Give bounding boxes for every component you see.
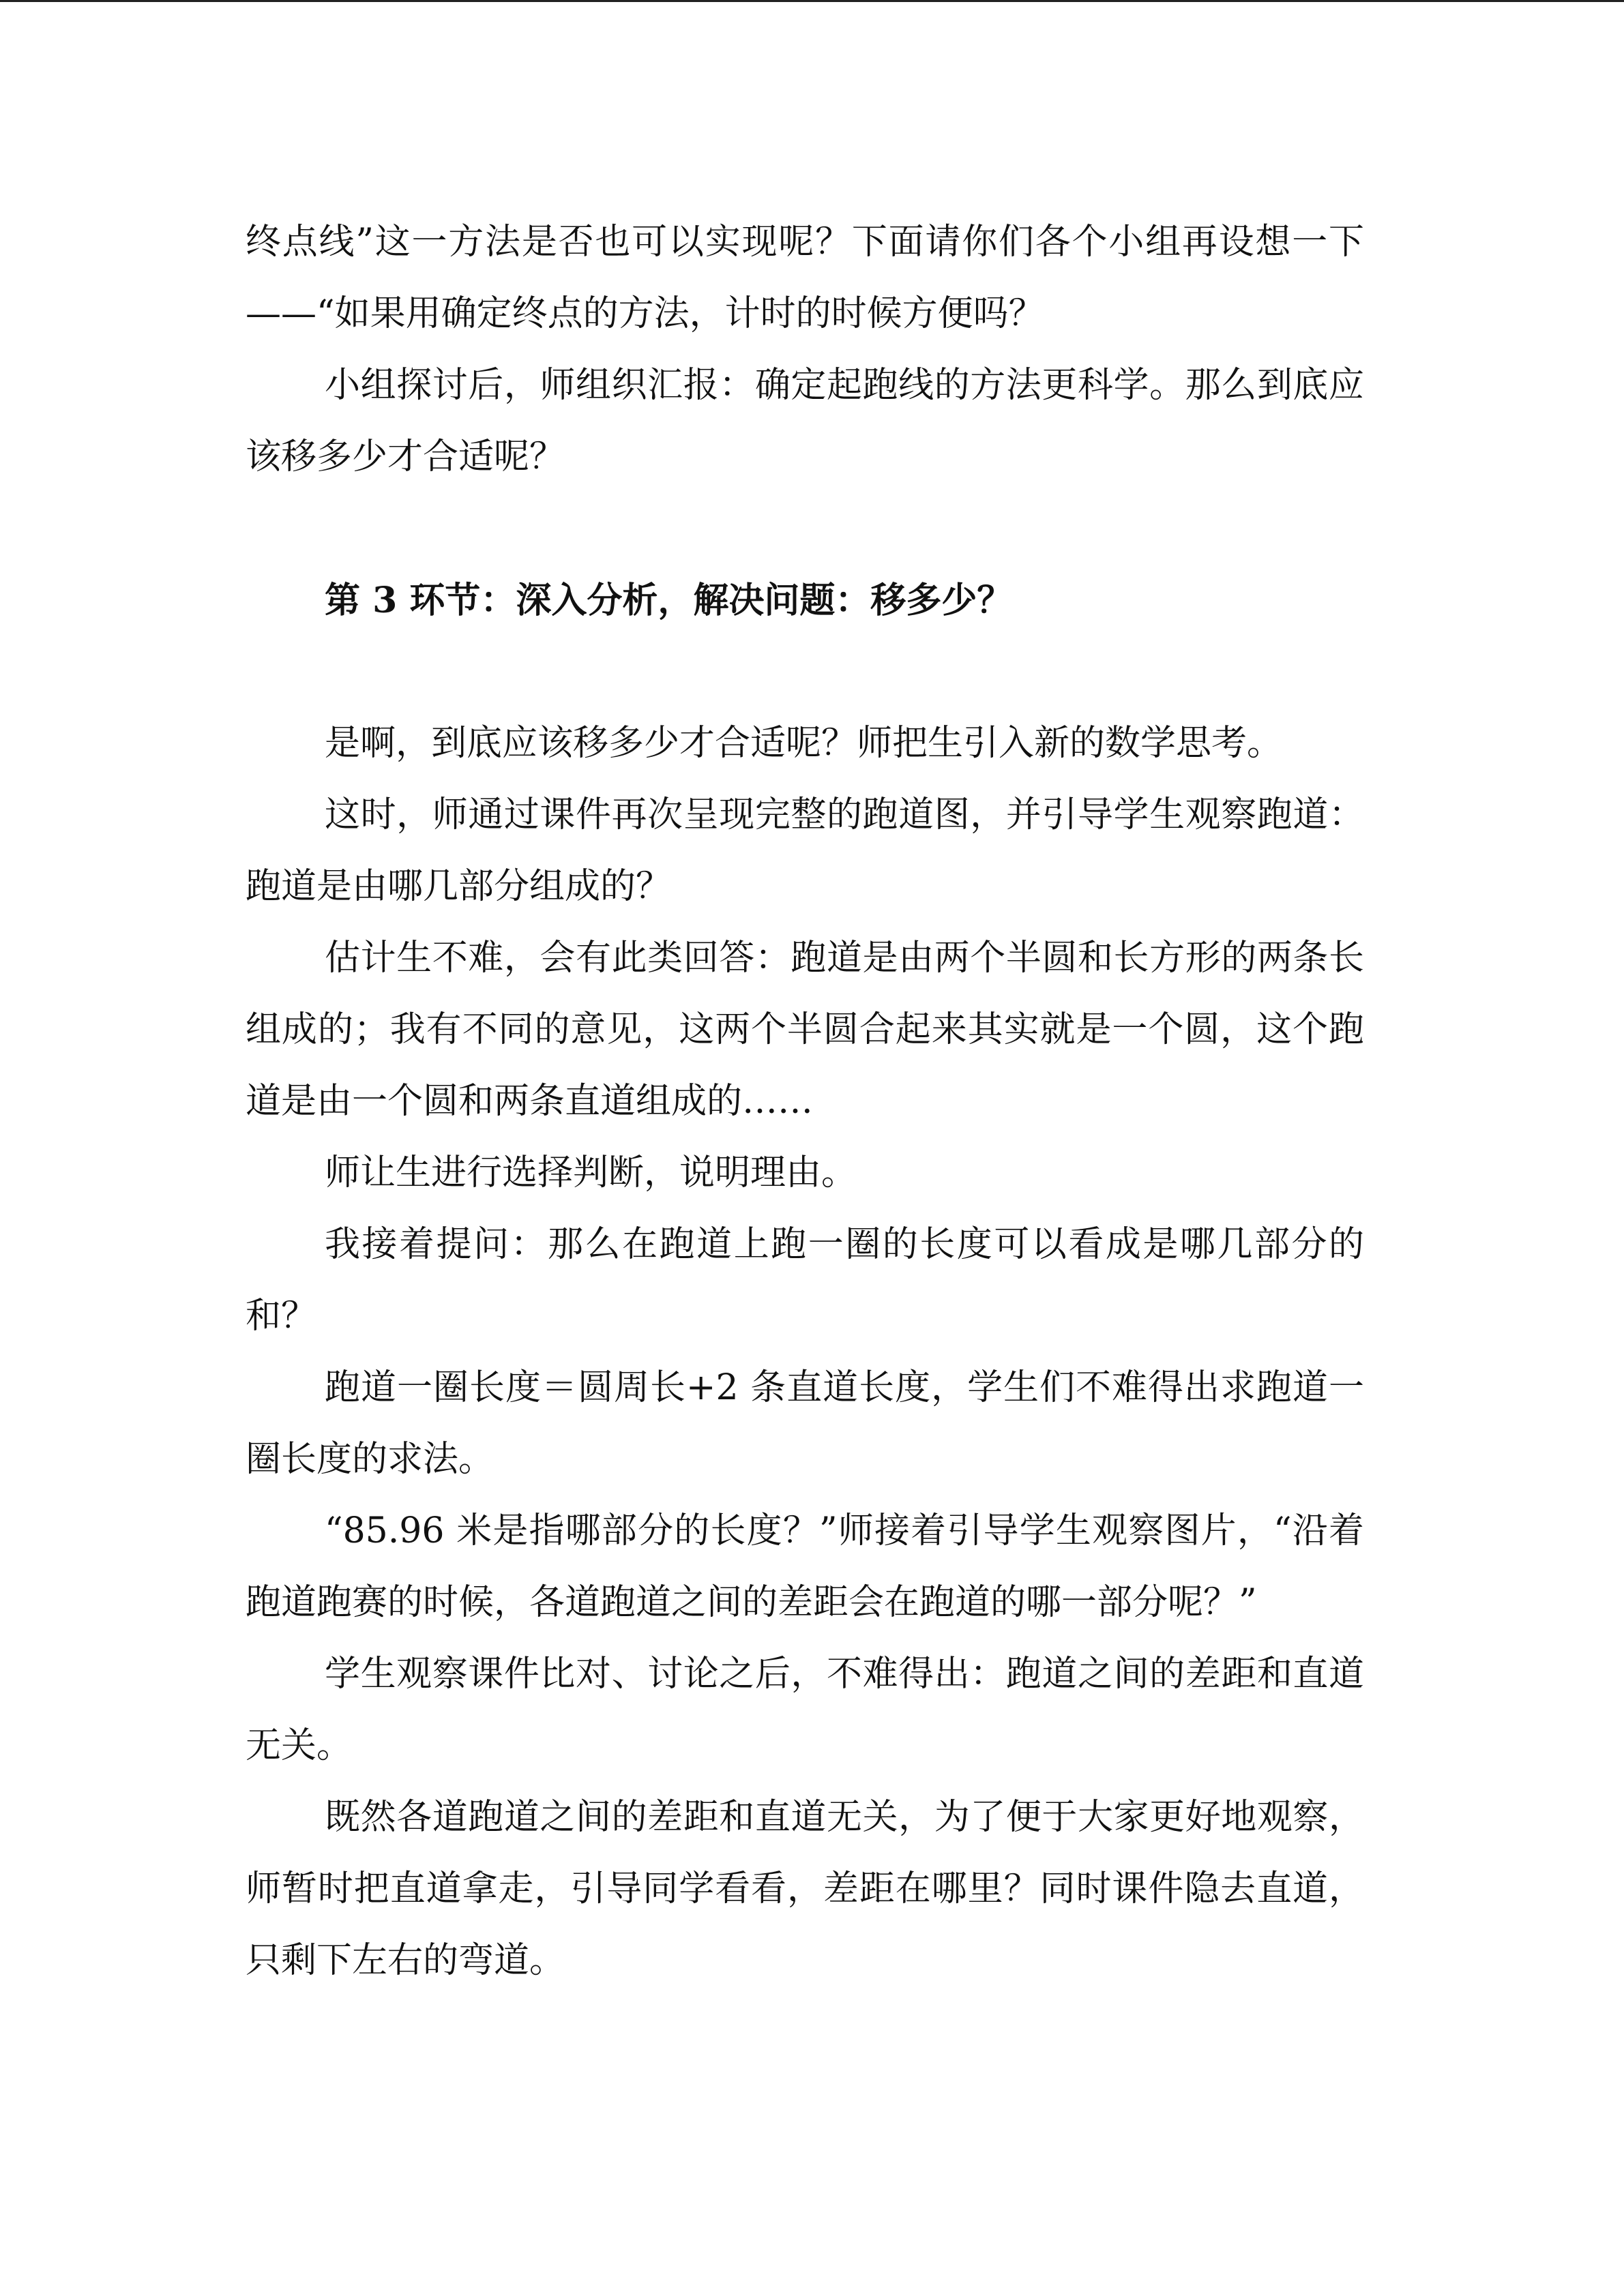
spacer — [246, 493, 1364, 565]
paragraph: “85.96 米是指哪部分的长度？”师接着引导学生观察图片，“沿着跑道跑赛的时候，各道跑道之间的差距会在跑道的哪一部分呢？” — [246, 1510, 1364, 1623]
document-body — [246, 207, 1364, 1997]
paragraph: 既然各道跑道之间的差距和直道无关，为了便于大家更好地观察，师暂时把直道拿走，引导同学看看，差距在哪里？同时课件隐去直道，只剩下左右的弯道。 — [246, 1797, 1364, 1981]
paragraph: 终点线”这一方法是否也可以实现呢？下面请你们各个小组再设想一下——“如果用确定终点的方法，计时的时候方便吗？ — [246, 222, 1364, 334]
paragraph: 师让生进行选择判断，说明理由。 — [325, 1152, 857, 1193]
section-heading: 第 3 环节：深入分析，解决问题：移多少？ — [325, 580, 1013, 621]
spacer — [246, 636, 1364, 708]
paragraph: 估计生不难，会有此类回答：跑道是由两个半圆和长方形的两条长组成的；我有不同的意见，这两个半圆合起来其实就是一个圆，这个跑道是由一个圆和两条直道组成的…… — [246, 938, 1364, 1122]
paragraph: 我接着提问：那么在跑道上跑一圈的长度可以看成是哪几部分的和？ — [246, 1224, 1364, 1337]
paragraph: 小组探讨后，师组织汇报：确定起跑线的方法更科学。那么到底应该移多少才合适呢？ — [246, 365, 1364, 477]
paragraph: 学生观察课件比对、讨论之后，不难得出：跑道之间的差距和直道无关。 — [246, 1654, 1364, 1766]
paragraph: 这时，师通过课件再次呈现完整的跑道图，并引导学生观察跑道：跑道是由哪几部分组成的？ — [246, 794, 1364, 907]
paragraph: 是啊，到底应该移多少才合适呢？师把生引入新的数学思考。 — [325, 723, 1283, 764]
paragraph: 跑道一圈长度＝圆周长+2 条直道长度，学生们不难得出求跑道一圈长度的求法。 — [246, 1367, 1364, 1480]
